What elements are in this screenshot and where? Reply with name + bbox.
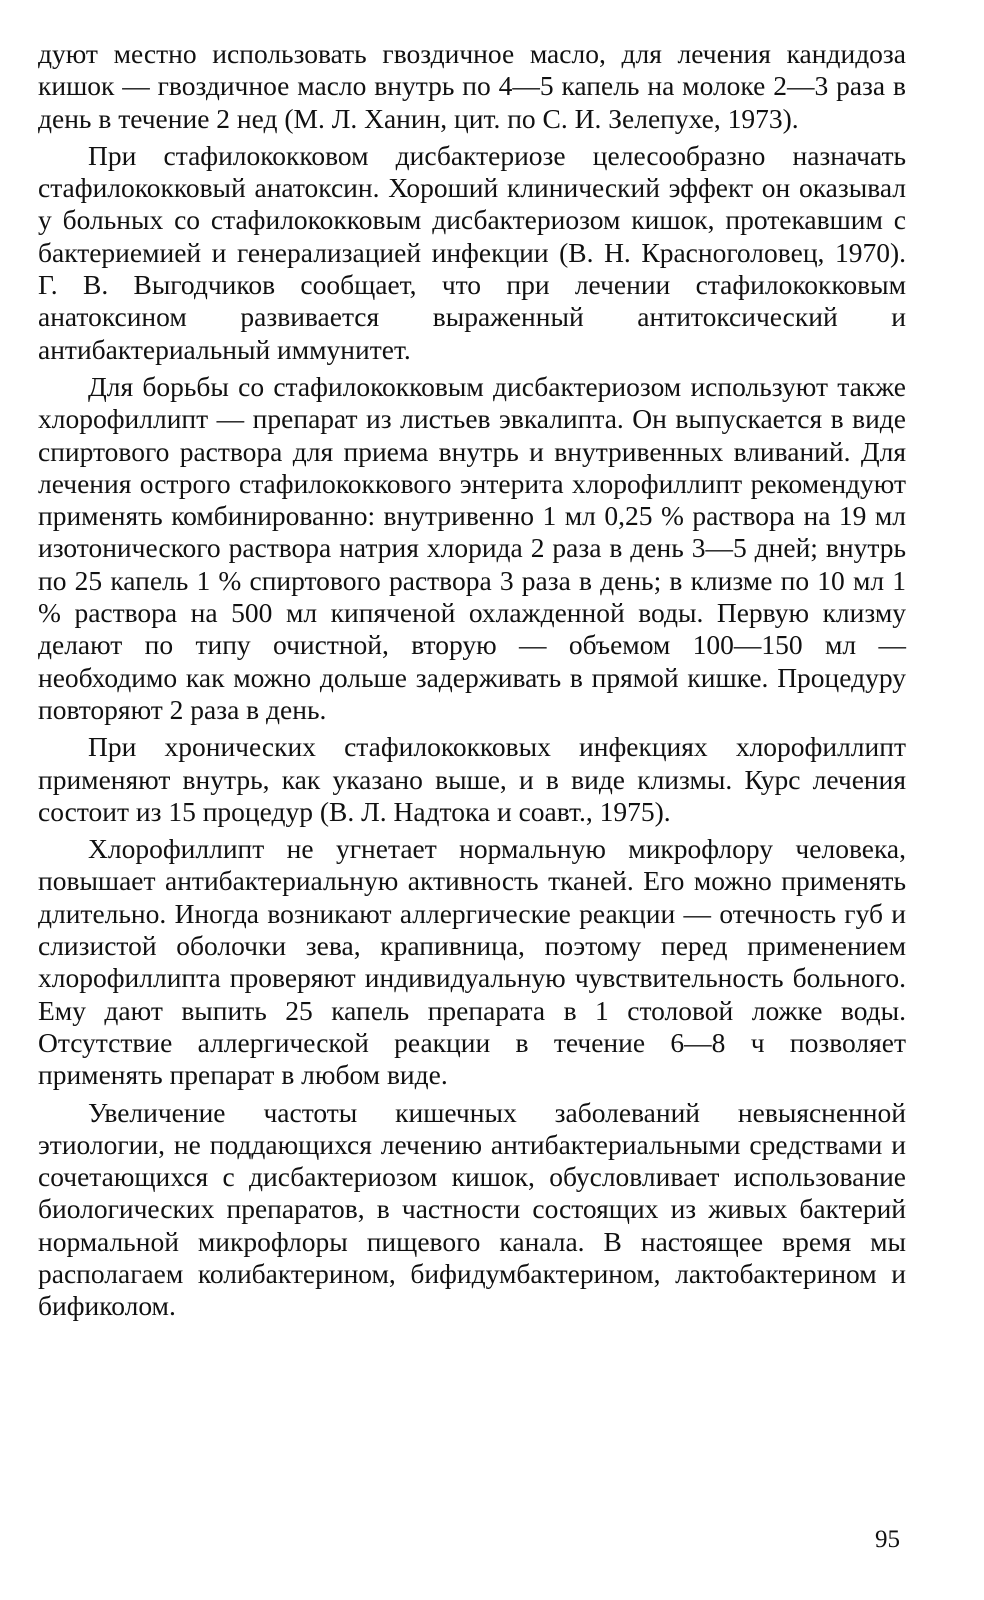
paragraph-3: Для борьбы со стафилококковым дисбактериозом используют также хлорофиллипт — препарат из листьев эвкалипта. Он выпускается в виде спиртового раствора для приема внутрь и внутривенных вливаний. Для лечения острого стафилококкового энтерита хлорофиллипт рекомендуют применять комбинированно: внутривенно 1 мл 0,25 % раствора на 19 мл изотонического раствора натрия хлорида 2 раза в день 3—5 дней; внутрь по 25 капель 1 % спиртового раствора 3 раза в день; в клизме по 10 мл 1 % раствора на 500 мл кипяченой охлажденной воды. Первую клизму делают по типу очистной, вторую — объемом 100—150 мл — необходимо как можно дольше задерживать в прямой кишке. Процедуру повторяют 2 раза в день. <box>38 370 906 725</box>
paragraph-4: При хронических стафилококковых инфекциях хлорофиллипт применяют внутрь, как указано выше, и в виде клизмы. Курс лечения состоит из 15 процедур (В. Л. Надтока и соавт., 1975). <box>38 731 906 827</box>
body-text <box>38 38 906 1328</box>
paragraph-5: Хлорофиллипт не угнетает нормальную микрофлору человека, повышает антибактериальную активность тканей. Его можно применять длительно. Иногда возникают аллергические реакции — отечность губ и слизистой оболочки зева, крапивница, поэтому перед применением хлорофиллипта проверяют индивидуальную чувствительность больного. Ему дают выпить 25 капель препарата в 1 столовой ложке воды. Отсутствие аллергической реакции в течение 6—8 ч позволяет применять препарат в любом виде. <box>38 833 906 1091</box>
page-number: 95 <box>875 1526 900 1553</box>
paragraph-2: При стафилококковом дисбактериозе целесообразно назначать стафилококковый анатоксин. Хороший клинический эффект он оказывал у больных со стафилококковым дисбактериозом кишок, протекавшим с бактериемией и генерализацией инфекции (В. Н. Красноголовец, 1970). Г. В. Выгодчиков сообщает, что при лечении стафилококковым анатоксином развивается выраженный антитоксический и антибактериальный иммунитет. <box>38 139 906 365</box>
paragraph-6: Увеличение частоты кишечных заболеваний невыясненной этиологии, не поддающихся лечению антибактериальными средствами и сочетающихся с дисбактериозом кишок, обусловливает использование биологических препаратов, в частности состоящих из живых бактерий нормальной микрофлоры пищевого канала. В настоящее время мы располагаем колибактерином, бифидумбактерином, лактобактерином и бификолом. <box>38 1096 906 1322</box>
paragraph-1: дуют местно использовать гвоздичное масло, для лечения кандидоза кишок — гвоздичное масло внутрь по 4—5 капель на молоке 2—3 раза в день в течение 2 нед (М. Л. Ханин, цит. по С. И. Зелепухе, 1973). <box>38 38 906 134</box>
